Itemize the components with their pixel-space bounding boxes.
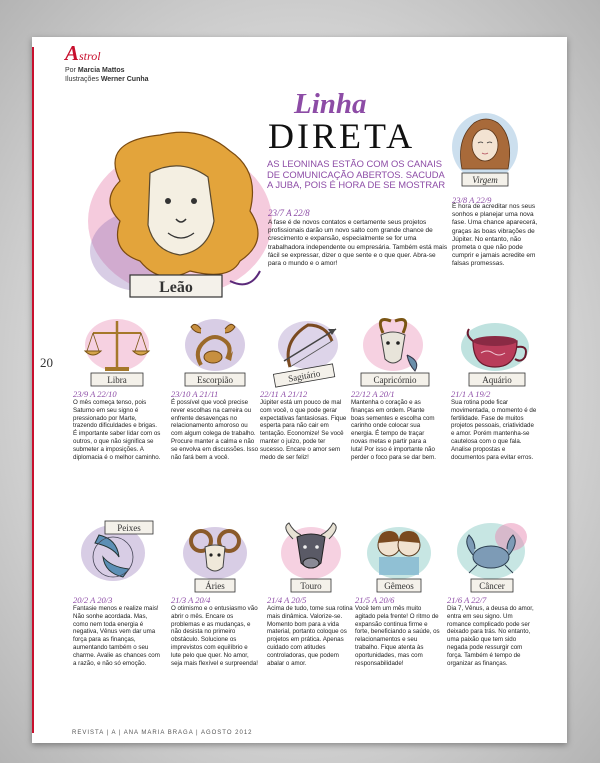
scorpio-text: É possível que você precise rever escolhas na carreira ou enfrente desavenças no relacionamento amoroso ou com algum colega de trabalho. Procure manter a calma e não se envolva em discussões. Isso não fará bem a você. bbox=[171, 399, 259, 461]
illustrations-prefix: Ilustrações bbox=[65, 76, 99, 83]
cancer-illustration bbox=[447, 517, 535, 595]
capricorn-illustration bbox=[351, 311, 439, 389]
page-footer: REVISTA | A | ANA MARIA BRAGA | AGOSTO 2012 bbox=[72, 730, 253, 736]
sagittarius-banner: Sagitário bbox=[287, 368, 322, 384]
scorpio-banner: Escorpião bbox=[197, 375, 233, 385]
sign-aries bbox=[171, 517, 259, 667]
pisces-date: 20/2 A 20/3 bbox=[73, 595, 113, 605]
leo-date: 23/7 A 22/8 bbox=[268, 208, 310, 218]
taurus-illustration bbox=[267, 517, 355, 595]
pisces-illustration bbox=[73, 517, 161, 595]
sagittarius-illustration bbox=[260, 311, 348, 389]
brand-initial: A bbox=[65, 41, 80, 65]
capricorn-text: Mantenha o coração e as finanças em ordem. Plante boas sementes e escolha com carinho onde colocar sua energia. É tempo de traçar novas metas e partir para a luta! Por isso é importante não perder o foco para se dar bem. bbox=[351, 399, 436, 461]
aries-illustration bbox=[171, 517, 259, 595]
aquarius-illustration bbox=[451, 311, 539, 389]
virgo-horoscope-text: É hora de acreditar nos seus sonhos e planejar uma nova fase. Uma chance aparecerá, graças às boas vibrações de Júpiter. No entanto, não prometa o que não pode cumprir e jamais acredite em falsas promessas. bbox=[452, 203, 538, 268]
libra-banner: Libra bbox=[107, 375, 127, 385]
sagittarius-text: Júpiter está um pouco de mal com você, o que pode gerar expectativas fantasiosas. Fique esperta para não cair em tentação. Economize! Se você manter o juízo, pode ter sucesso. Encare o amor sem medo de ser feliz! bbox=[260, 399, 347, 461]
aquarius-banner: Aquário bbox=[482, 375, 512, 385]
aries-text: O otimismo e o entusiasmo vão abrir o mês. Encare os problemas e as mudanças, e não desista no primeiro obstáculo. Solucione os imprevistos com equilíbrio e lute pelo que quer. No amor, seja mais flexível e surpreenda! bbox=[171, 605, 259, 667]
illustration-credit bbox=[65, 75, 149, 84]
sagittarius-date: 22/11 A 21/12 bbox=[260, 389, 308, 399]
sign-cancer bbox=[447, 517, 535, 667]
sign-aquarius bbox=[451, 311, 539, 461]
red-margin-line bbox=[32, 47, 34, 733]
gemini-banner: Gêmeos bbox=[384, 581, 414, 591]
taurus-date: 21/4 A 20/5 bbox=[267, 595, 307, 605]
sign-libra bbox=[73, 311, 161, 461]
page-number: 20 bbox=[40, 355, 53, 370]
leo-banner: Leão bbox=[159, 279, 193, 296]
pisces-banner: Peixes bbox=[117, 523, 141, 533]
libra-date: 23/9 A 22/10 bbox=[73, 389, 117, 399]
magazine-page bbox=[32, 37, 567, 743]
cancer-banner: Câncer bbox=[479, 581, 505, 591]
subtitle: AS LEONINAS ESTÃO COM OS CANAIS DE COMUNICAÇÃO ABERTOS. SACUDA A JUBA, POIS É HORA DE SE MOSTRAR bbox=[267, 158, 446, 190]
cancer-date: 21/6 A 22/7 bbox=[447, 595, 487, 605]
scorpio-illustration bbox=[171, 311, 259, 389]
virgo-banner: Virgem bbox=[472, 175, 498, 185]
taurus-banner: Touro bbox=[300, 581, 322, 591]
pisces-text: Fantasie menos e realize mais! Não sonhe acordada. Mas, como nem toda energia é negativa, Vênus vem dar uma força para as finanças, aumentando também o seu charme. Avalie as chances com a razão, e não só emoção. bbox=[73, 605, 160, 667]
author-name: Marcia Mattos bbox=[77, 67, 125, 74]
libra-text: O mês começa tenso, pois Saturno em seu signo é pressionado por Marte, trazendo dificuldades e brigas. É importante saber lidar com os outros, o que não significa se submeter a imposições. A diplomacia é o melhor caminho. bbox=[73, 399, 161, 461]
cancer-text: Dia 7, Vênus, a deusa do amor, entra em seu signo. Um romance complicado pode ser deixado para trás. No entanto, uma paixão que tem sido negada pode ressurgir com força. Também é tempo de organizar as finanças. bbox=[447, 605, 534, 667]
sign-capricorn bbox=[351, 311, 439, 461]
gemini-text: Você tem um mês muito agitado pela frente! O ritmo de expansão continua firme e forte, beneficiando a saúde, os relacionamentos e seu trabalho. Fique atenta às oportunidades, mas com responsabilidade! bbox=[355, 605, 440, 667]
byline-prefix: Por bbox=[65, 67, 76, 74]
sign-pisces bbox=[73, 517, 161, 667]
section-header bbox=[65, 43, 149, 84]
gemini-date: 21/5 A 20/6 bbox=[355, 595, 395, 605]
sign-scorpio bbox=[171, 311, 259, 461]
leo-illustration bbox=[80, 121, 278, 307]
byline bbox=[65, 66, 149, 75]
title-linha: Linha bbox=[294, 88, 367, 120]
sign-gemini bbox=[355, 517, 443, 667]
gemini-illustration bbox=[355, 517, 443, 595]
aquarius-text: Sua rotina pode ficar movimentada, o momento é de fertilidade. Fase de muitos projetos pessoais, criatividade e amor. Porém mantenha-se cautelosa com o que fala. Analise propostas e documentos para evitar erros. bbox=[451, 399, 537, 461]
capricorn-banner: Capricórnio bbox=[373, 375, 417, 385]
taurus-text: Acima de tudo, tome sua rotina mais dinâmica. Valorize-se. Momento bom para a vida material, portanto coloque os projetos em prática. Apenas cuidado com atitudes controladoras, que podem abalar o amor. bbox=[267, 605, 353, 667]
virgo-date: 23/8 A 22/9 bbox=[452, 195, 492, 205]
aries-banner: Áries bbox=[205, 581, 225, 591]
scorpio-date: 23/10 A 21/11 bbox=[171, 389, 219, 399]
aquarius-date: 21/1 A 19/2 bbox=[451, 389, 491, 399]
sign-sagittarius bbox=[260, 311, 348, 461]
title-direta: DIRETA bbox=[268, 116, 416, 156]
brand-rest: strol bbox=[79, 49, 101, 63]
capricorn-date: 22/12 A 20/1 bbox=[351, 389, 395, 399]
sign-taurus bbox=[267, 517, 355, 667]
virgo-illustration bbox=[450, 109, 520, 191]
libra-illustration bbox=[73, 311, 161, 389]
leo-horoscope-text: A fase é de novos contatos e certamente seus projetos profissionais darão um novo salto com grande chance de crescimento e expansão, especialmente se for uma trabalhadora independente ou empresária. Também está mais fácil se expressar, dizer o que sente e o que quer. Abra-se para o mundo e o amor! bbox=[268, 219, 448, 268]
illustrator-name: Werner Cunha bbox=[100, 76, 149, 83]
section-brand bbox=[65, 43, 149, 66]
aries-date: 21/3 A 20/4 bbox=[171, 595, 211, 605]
